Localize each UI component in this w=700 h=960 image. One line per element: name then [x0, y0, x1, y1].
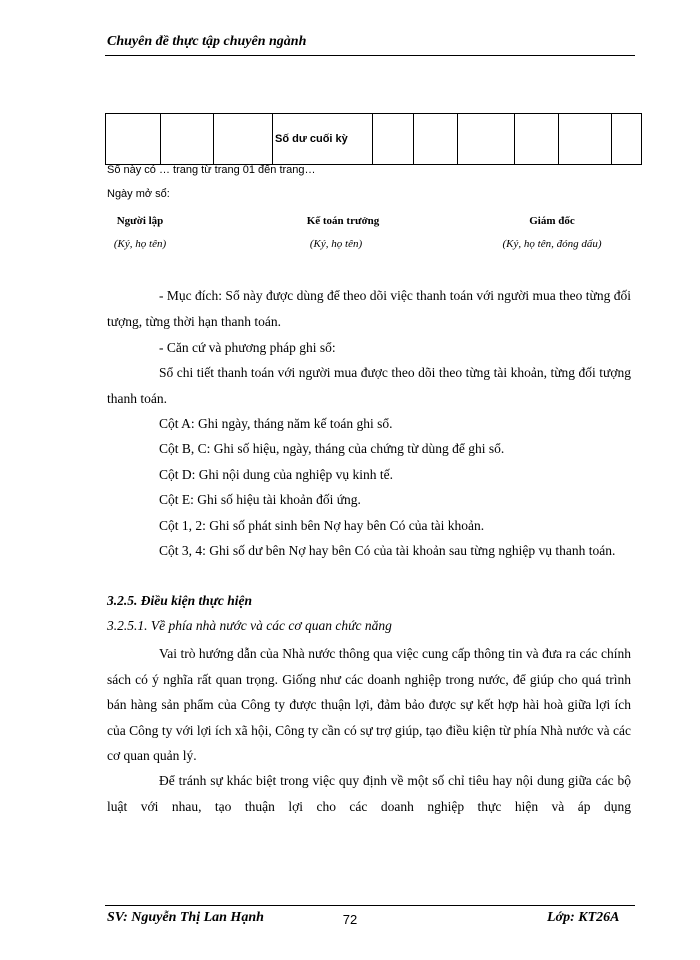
footer-student-name: SV: Nguyễn Thị Lan Hạnh	[107, 910, 264, 925]
open-date-note: Ngày mở sổ:	[107, 188, 170, 200]
column-e-paragraph: Cột E: Ghi số hiệu tài khoản đối ứng.	[159, 492, 361, 507]
section-heading: 3.2.5. Điều kiện thực hiện	[107, 593, 252, 608]
column-d-paragraph: Cột D: Ghi nội dung của nghiệp vụ kinh tế.	[159, 467, 393, 482]
legal-consistency-paragraph: Để tránh sự khác biệt trong việc quy định về một số chỉ tiêu hay nội dung giữa các bộ luật với nhau, tạo thuận lợi cho các doanh nghiệp thực hiện và áp dụng	[107, 773, 631, 814]
subsection-heading: 3.2.5.1. Về phía nhà nước và các cơ quan chức năng	[107, 618, 392, 633]
signature-director-role: Giám đốc	[529, 215, 575, 227]
column-a-paragraph: Cột A: Ghi ngày, tháng năm kế toán ghi sổ.	[159, 416, 393, 431]
signature-chief-accountant-note: (Ký, họ tên)	[309, 238, 363, 250]
page-number: 72	[342, 912, 358, 927]
page-header-title: Chuyên đề thực tập chuyên ngành	[107, 34, 307, 49]
footer-class: Lớp: KT26A	[547, 910, 620, 925]
column-bc-paragraph: Cột B, C: Ghi số hiệu, ngày, tháng của chứng từ dùng để ghi sổ.	[159, 441, 505, 456]
signature-preparer-note: (Ký, họ tên)	[113, 238, 167, 250]
table-row	[106, 114, 642, 165]
state-role-paragraph: Vai trò hướng dẫn của Nhà nước thông qua việc cung cấp thông tin và đưa ra các chính sách có ý nghĩa rất quan trọng. Giống như các doanh nghiệp trong nước, để giúp cho quá trình bán hàng sản phẩm của Công ty được thuận lợi, đảm bảo được sự kết hợp hài hoà giữa lợi ích của Công ty với lợi ích xã hội, Công ty cần có sự trợ giúp, tạo điều kiện từ phía Nhà nước và các cơ quan quản lý.	[107, 646, 631, 764]
detail-paragraph: Sổ chi tiết thanh toán với người mua được theo dõi theo từng tài khoản, từng đối tượng thanh toán.	[107, 365, 631, 406]
column-12-paragraph: Cột 1, 2: Ghi số phát sinh bên Nợ hay bên Có của tài khoản.	[159, 518, 485, 533]
closing-balance-label: Số dư cuối kỳ	[273, 114, 373, 165]
signature-chief-accountant-role: Kế toán trưởng	[306, 215, 380, 227]
header-rule	[105, 55, 635, 56]
pages-note: Sổ này có … trang từ trang 01 đến trang…	[107, 164, 316, 176]
ledger-table-tail	[105, 113, 642, 165]
basis-paragraph: - Căn cứ và phương pháp ghi sổ:	[159, 340, 336, 355]
signature-director-note: (Ký, họ tên, đóng dấu)	[502, 238, 602, 250]
purpose-paragraph: - Mục đích: Sổ này được dùng để theo dõi việc thanh toán với người mua theo từng đối tượng, từng thời hạn thanh toán.	[107, 288, 631, 329]
column-34-paragraph: Cột 3, 4: Ghi số dư bên Nợ hay bên Có của tài khoản sau từng nghiệp vụ thanh toán.	[159, 543, 616, 558]
signature-preparer-role: Người lập	[116, 215, 164, 227]
footer-rule	[105, 905, 635, 906]
